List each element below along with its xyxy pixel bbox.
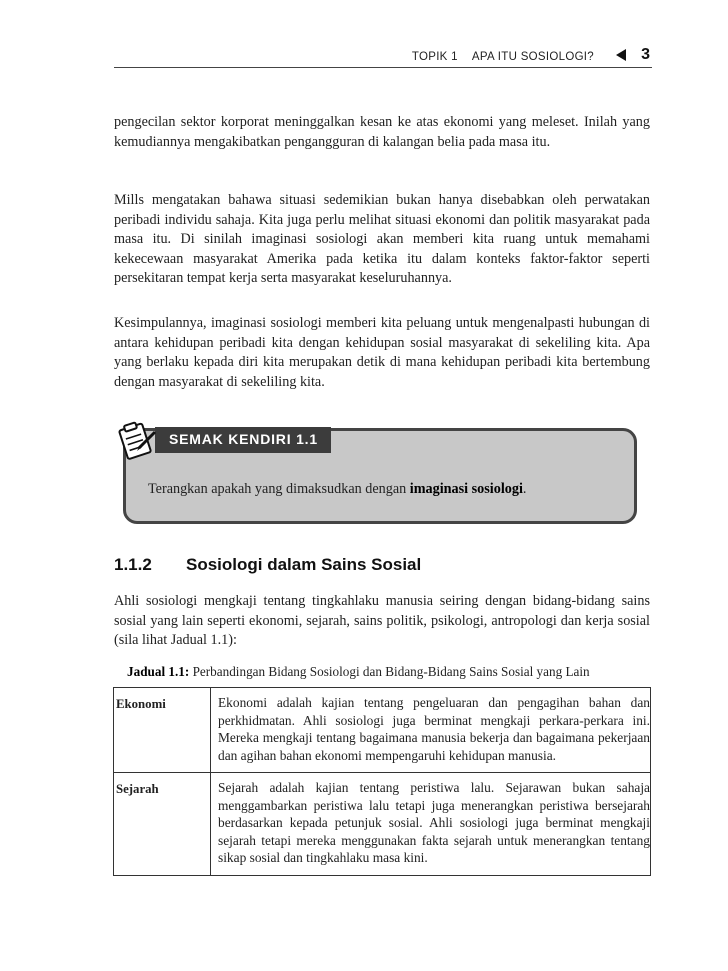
table-cell-description: Sejarah adalah kajian tentang peristiwa lalu. Sejarawan bukan sahaja menggambarkan peristiwa lalu tetapi juga menerangkan peristiwa bersejarah berdasarkan kepada petunjuk sosial. Ahli sosiologi juga berminat mengkaji sejarah tetapi mereka menggunakan fakta sejarah untuk menerangkan tentang sikap sosial dan tingkahlaku masa kini. bbox=[211, 773, 651, 876]
table-cell-field: Ekonomi bbox=[114, 688, 211, 773]
table-cell-field: Sejarah bbox=[114, 773, 211, 876]
paragraph-1: pengecilan sektor korporat meninggalkan kesan ke atas ekonomi yang meleset. Inilah yang kemudiannya mengakibatkan pengangguran di kalangan belia pada masa itu. bbox=[114, 114, 650, 150]
section-heading bbox=[114, 555, 421, 575]
table-row bbox=[114, 688, 651, 773]
table-row bbox=[114, 773, 651, 876]
section-title: Sosiologi dalam Sains Sosial bbox=[186, 555, 422, 574]
header-title: APA ITU SOSIOLOGI? bbox=[471, 51, 594, 63]
header-topic: TOPIK 1 bbox=[411, 51, 458, 63]
header-divider bbox=[114, 67, 652, 68]
paragraph-4: Ahli sosiologi mengkaji tentang tingkahlaku manusia seiring dengan bidang-bidang sains sosial yang lain seperti ekonomi, sejarah, sains politik, psikologi, antropologi dan kerja sosial (sila lihat Jadual 1.1): bbox=[114, 593, 650, 648]
self-check-text-before: Terangkan apakah yang dimaksudkan dengan bbox=[148, 481, 410, 497]
self-check-keyword: imaginasi sosiologi bbox=[409, 481, 523, 497]
page-number: 3 bbox=[641, 46, 650, 63]
table-caption bbox=[127, 664, 590, 680]
paragraph-2: Mills mengatakan bahawa situasi sedemikian bukan hanya disebabkan oleh perwatakan peribadi individu sahaja. Kita juga perlu melihat situasi ekonomi dan politik masyarakat pada masa itu. Di sinilah imaginasi sosiologi akan memberi kita ruang untuk memahami kekecewaan masyarakat Amerika pada ketika itu dalam konteks faktor-faktor seperti persekitaran tempat kerja serta masyarakat keseluruhannya. bbox=[114, 192, 650, 286]
self-check-question bbox=[148, 481, 526, 498]
running-header bbox=[114, 48, 652, 68]
table-cell-description: Ekonomi adalah kajian tentang pengeluaran dan pengagihan bahan dan perkhidmatan. Ahli sosiologi juga berminat mengkaji perkara-perkara ini. Mereka mengkaji tentang bagaimana manusia bekerja dan bagaimana pekerjaan dan agihan bahan ekonomi mempengaruhi kehidupan manusia. bbox=[211, 688, 651, 773]
comparison-table bbox=[113, 687, 651, 876]
table-caption-label: Jadual 1.1: bbox=[127, 664, 190, 679]
table-caption-text: Perbandingan Bidang Sosiologi dan Bidang-Bidang Sains Sosial yang Lain bbox=[189, 664, 590, 679]
clipboard-pencil-icon bbox=[113, 418, 159, 464]
paragraph-3: Kesimpulannya, imaginasi sosiologi memberi kita peluang untuk mengenalpasti hubungan di antara kehidupan peribadi kita dengan kehidupan sosial masyarakat di sekeliling kita. Apa yang berlaku kepada diri kita merupakan detik di mana kehidupan peribadi kita bertembung dengan masyarakat di sekeliling kita. bbox=[114, 315, 650, 390]
left-arrow-icon bbox=[616, 49, 626, 61]
self-check-text-after: . bbox=[522, 481, 527, 497]
section-number: 1.1.2 bbox=[114, 555, 152, 574]
header-text bbox=[412, 51, 594, 63]
self-check-title: SEMAK KENDIRI 1.1 bbox=[169, 431, 318, 447]
